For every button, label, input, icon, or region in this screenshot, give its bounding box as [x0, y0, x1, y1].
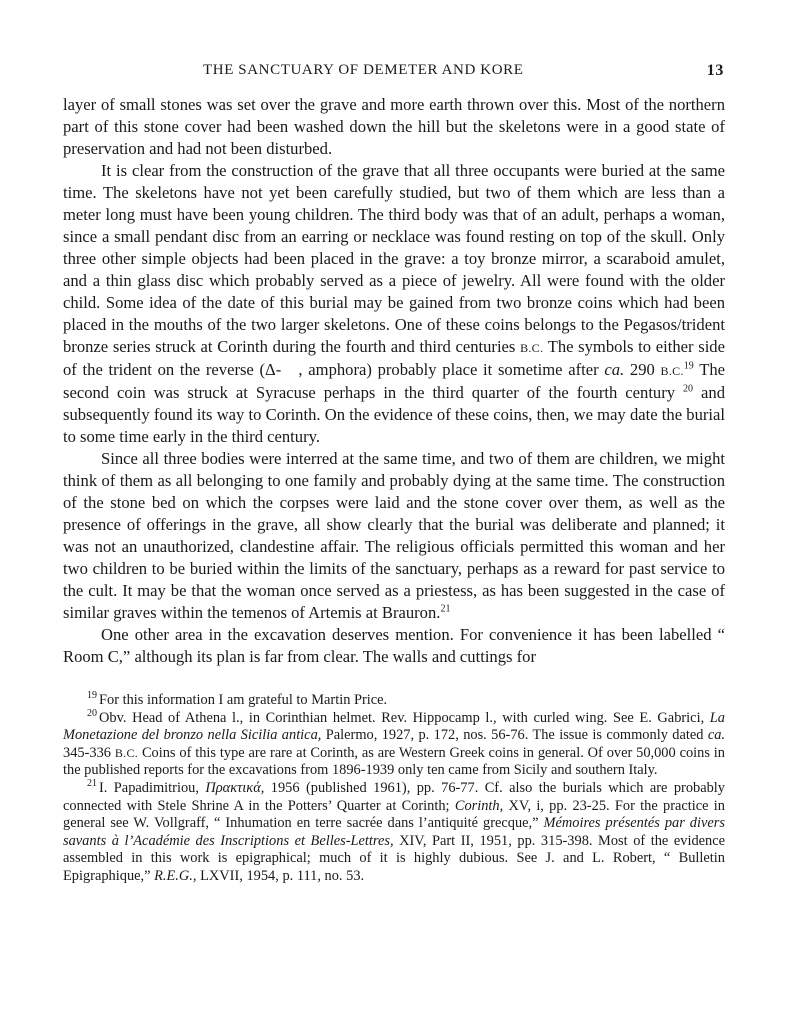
body-text: [63, 94, 725, 668]
paragraph-4: One other area in the excavation deserves mention. For convenience it has been labelled “ Room C,” although its plan is far from clear. The walls and cuttings for: [63, 625, 725, 666]
running-header: [63, 58, 725, 84]
footnote-ref-20[interactable]: 20: [683, 383, 694, 395]
footnotes: [63, 692, 725, 886]
running-title: THE SANCTUARY OF DEMETER AND KORE: [203, 62, 524, 78]
delta-symbol: Δ-: [265, 360, 282, 379]
paragraph-1: layer of small stones was set over the grave and more earth thrown over this. Most of the northern part of this stone cover had been washed down the hill but the skeletons were in a good state of preservation and had not been disturbed.: [63, 95, 725, 158]
paragraph-2: It is clear from the construction of the grave that all three occupants were buried at the same time. The skeletons have not yet been carefully studied, but two of them which are less than a meter long must have been young children. The third body was that of an adult, perhaps a woman, since a small pendant disc from an earring or necklace was found resting on top of the skull. Only three other simple objects had been placed in the grave: a toy bronze mirror, a scaraboid amulet, and a thin glass disc which probably served as a piece of jewelry. All were found with the older child. Some idea of the date of this burial may be gained from two bronze coins which had been placed in the mouths of the two larger skeletons. One of these coins belongs to the Pegasos/trident bronze series struck at Corinth during the fourth and third centuries B.C. The symbols to either side of the trident on the reverse (Δ- , amphora) probably place it sometime after ca. 290 B.C.$^{19}$ The second coin was struck at Syracuse perhaps in the third quarter of the fourth century $^{20}$ and subsequently found its way to Corinth. On the evidence of these coins, then, we may date the burial to some time early in the third century.: [63, 161, 725, 446]
bc-abbrev: B.C.: [520, 341, 544, 355]
page: [63, 58, 725, 886]
paragraph-3: Since all three bodies were interred at the same time, and two of them are children, we might think of them as all belonging to one family and probably dying at the same time. The construction of the stone bed on which the corpses were laid and the stone cover over them, as well as the presence of offerings in the grave, all show clearly that the burial was deliberate and planned; it was not an unauthorized, clandestine affair. The religious officials permitted this woman and her two children to be buried within the limits of the sanctuary, perhaps as a reward for past service to the cult. It may be that the woman once served as a priestess, as has been suggested in the case of similar graves within the temenos of Artemis at Brauron.$^{21}$: [63, 449, 725, 622]
footnote-21: $^{21}$ I. Papadimitriou, Πρακτικά, 1956 (published 1961), pp. 76-77. Cf. also the burials which are probably connected with Stele Shrine A in the Potters’ Quarter at Corinth; Corinth, XV, i, pp. 23-25. For the practice in general see W. Vollgraff, “ Inhumation en terre sacrée dans l’antiquité grecque,” Mémoires présentés par divers savants à l’Académie des Inscriptions et Belles-Lettres, XIV, Part II, 1951, pp. 315-398. Most of the evidence assembled in this work is epigraphical; much of it is highly dubious. See J. and L. Robert, “ Bulletin Epigraphique,” R.E.G., LXVII, 1954, p. 111, no. 53.: [63, 778, 726, 884]
page-number: 13: [706, 62, 724, 79]
footnote-ref-19[interactable]: 19: [683, 360, 694, 372]
footnote-19: $^{19}$ For this information I am grateful to Martin Price.: [87, 690, 388, 708]
footnote-ref-21[interactable]: 21: [440, 603, 451, 615]
footnote-20: $^{20}$ Obv. Head of Athena l., in Corinthian helmet. Rev. Hippocamp l., with curled wing. See E. Gabrici, La Monetazione del bronzo nella Sicilia antica, Palermo, 1927, p. 172, nos. 56-76. The issue is commonly dated ca. 345-336 B.C. Coins of this type are rare at Corinth, as are Western Greek coins in general. Of over 50,000 coins in the published reports for the excavations from 1896-1939 only ten came from Sicily and southern Italy.: [63, 707, 726, 779]
